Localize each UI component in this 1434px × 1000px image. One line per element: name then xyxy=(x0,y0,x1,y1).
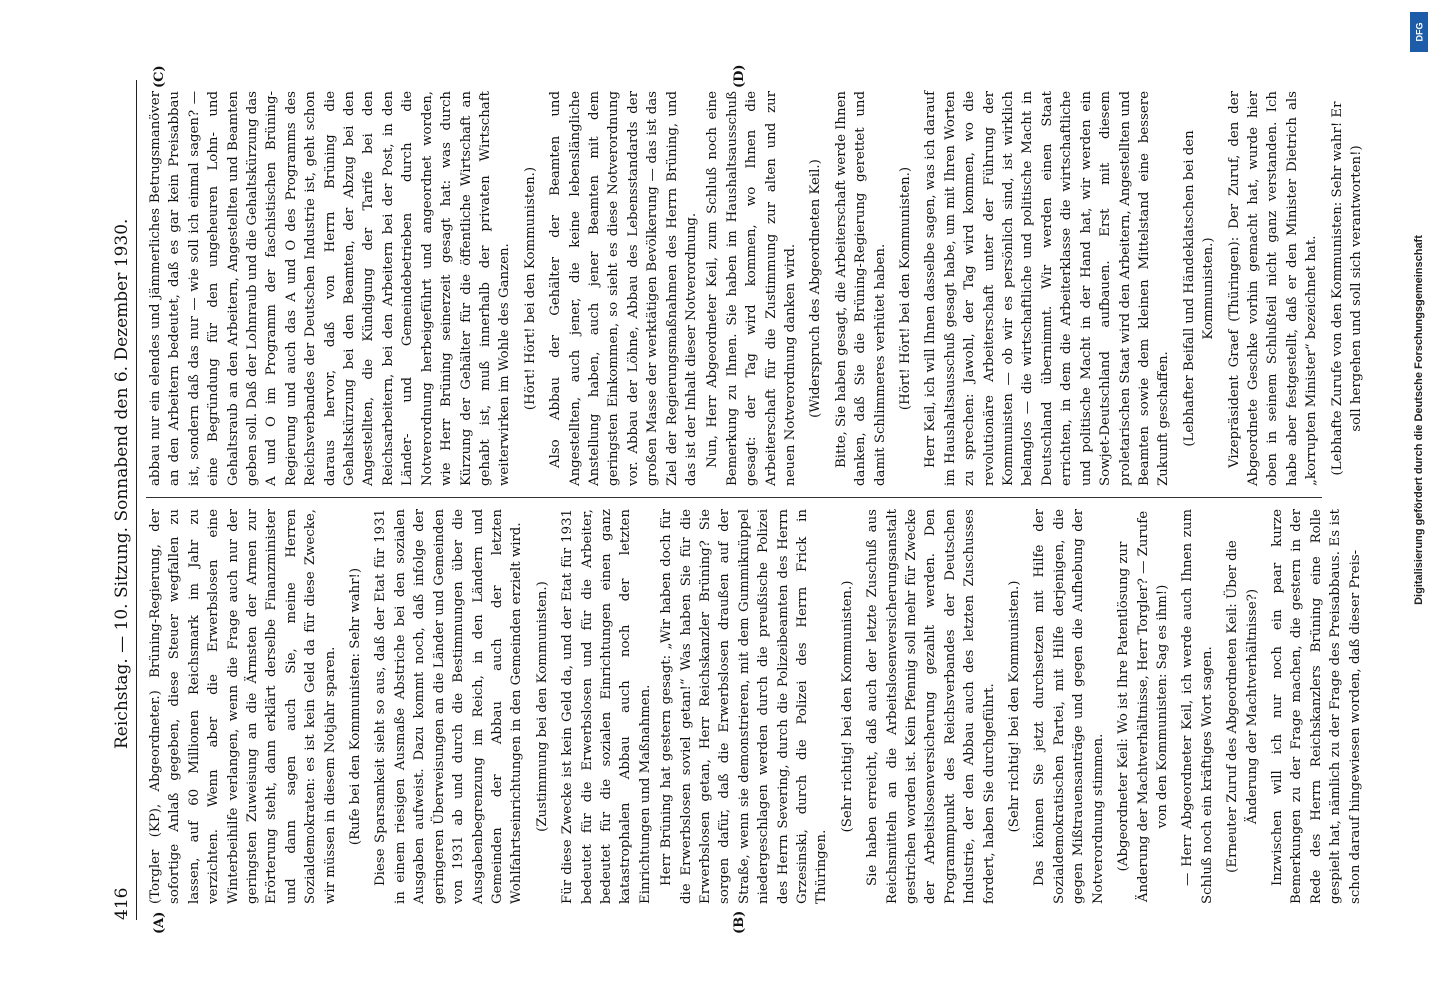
left-paragraph: Sie haben erreicht, daß auch der letzte Zuschuß aus Reichsmitteln an die Arbeitslosenversicherungsanstalt gestrichen worden ist. Kein Pfennig soll mehr für Zwecke der Arbeitslosenversicherung gezahlt werden. Den Programmpunkt des Reichsverbandes der Deutschen Industrie, der den Abbau auch des letzten Zuschusses fordert, haben Sie durchgeführt. xyxy=(865,509,997,904)
margin-marker-c: (C) xyxy=(152,65,167,88)
margin-marker-b: (B) xyxy=(732,910,747,934)
dfg-sidebar xyxy=(1406,0,1432,1000)
right-paragraph: Herr Keil, ich will Ihnen dasselbe sagen, was ich darauf im Haushaltsausschuß gesagt habe, um mit Ihren Worten zu sprechen: Jawohl, der Tag wird kommen, wo die revolutionäre Arbeiterschaft unter der Führung der Kommunisten — ob wir es persönlich sind, ist wirklich belanglos — die wirtschaftliche und politische Macht in Deutschland übernimmt. Wir werden einen Staat errichten, in dem die Arbeiterklasse die wirtschaftliche und politische Macht in der Hand hat, wir werden ein Sowjet-Deutschland aufbauen. Erst mit diesem proletarischen Staat wird den Arbeitern, Angestellten und Beamten sowie dem kleinen Mittelstand eine bessere Zukunft geschaffen. xyxy=(923,91,1172,486)
left-paragraph: (Erneuter Zuruf des Abgeordneten Keil: Über die Änderung der Machtverhältnisse?) xyxy=(1225,540,1260,873)
right-paragraph: (Hört! Hört! bei den Kommunisten.) xyxy=(898,166,914,411)
right-paragraph: abbau nur ein elendes und jämmerliches Betrugsmanöver an den Arbeitern bedeutet, daß es gar kein Preisabbau ist, sondern daß das nur — wie soll ich einmal sagen? — eine Begründung für den ungeheuren Lohn- und Gehaltsraub an den Arbeitern, Angestellten und Beamten geben soll. Daß der Lohnraub und die Gehaltskürzung das A und O im Programm der faschistischen Brüning-Regierung und auch das A und O des Programms des Reichsverbandes der Deutschen Industrie ist, geht schon daraus hervor, daß von Herrn Brüning die Gehaltskürzung bei den Beamten, der Abzug bei den Angestellten, die Kündigung der Tarife bei den Reichsarbeitern, bei den Arbeitern bei der Post, in den Länder- und Gemeindebetrieben durch die Notverordnung herbeigeführt und angeordnet worden, wie Herr Brüning seinerzeit gesagt hat: was durch Kürzung der Gehälter für die öffentliche Wirtschaft an gehabt ist, muß innerhalb der privaten Wirtschaft weiterwirken im Wohle des Ganzen. xyxy=(148,91,513,486)
left-paragraph: Für diese Zwecke ist kein Geld da, und der Etat für 1931 bedeutet für die Erwerbslosen und für die Arbeiter, bedeutet für die sozialen Einrichtungen einen ganz katastrophalen Abbau auch noch der letzten Einrichtungen und Maßnahmen. xyxy=(560,509,653,904)
session-title: Reichstag. — 10. Sitzung. Sonnabend den 6. Dezember 1930. xyxy=(112,218,132,749)
left-paragraph: — Herr Abgeordneter Keil, ich werde auch Ihnen zum Schluß noch ein kräftiges Wort sagen. xyxy=(1180,509,1215,904)
margin-marker-d: (D) xyxy=(732,64,747,88)
left-paragraph: (Sehr richtig! bei den Kommunisten.) xyxy=(839,580,855,833)
left-paragraph: (Rufe bei den Kommunisten: Sehr wahr!) xyxy=(348,567,364,846)
left-paragraph: (Sehr richtig! bei den Kommunisten.) xyxy=(1007,580,1023,833)
page-header xyxy=(106,80,132,920)
left-paragraph: Diese Sparsamkeit sieht so aus, daß der Etat für 1931 in einem riesigen Ausmaße Abstriche bei den sozialen Ausgaben aufweist. Dazu kommt noch, daß infolge der geringeren Überweisungen an die Länder und Gemeinden von 1931 ab und durch die Bestimmungen über die Ausgabenbegrenzung im Reich, in den Ländern und Gemeinden der Abbau auch der letzten Wohlfahrtseinrichtungen in den Gemeinden erzielt wird. xyxy=(373,509,525,904)
right-paragraph: Vizepräsident Graef (Thüringen): Der Zuruf, den der Abgeordnete Geschke vorhin gemacht hat, wurde hier oben in seinem Schlußteil nicht ganz verstanden. Ich habe aber festgestellt, daß er den Minister Dietrich als „korrupten Minister“ bezeichnet hat. xyxy=(1226,91,1320,486)
right-paragraph: Nun, Herr Abgeordneter Keil, zum Schluß noch eine Bemerkung zu Ihnen. Sie haben im Haushaltsausschuß gesagt: der Tag wird kommen, wo Ihnen die Arbeiterschaft für die Zustimmung zur alten und zur neuen Notverordnung danken wird. xyxy=(705,91,798,486)
left-paragraph: Herr Brüning hat gestern gesagt: „Wir haben doch für die Erwerbslosen soviel getan!“ Was haben Sie für die Erwerbslosen getan, Herr Reichskanzler Brüning? Sie sorgen dafür, daß die Erwerbslosen draußen auf der Straße, wenn sie demonstrieren, mit dem Gummiknüppel niedergeschlagen werden durch die preußische Polizei des Herrn Severing, durch die Polizeibeamten des Herrn Grzesinski, durch die Polizei des Herrn Frick in Thüringen. xyxy=(659,509,830,904)
left-paragraph: (Abgeordneter Keil: Wo ist Ihre Patentlösung zur Änderung der Machtverhältnisse, Herr Torgler? — Zurufe von den Kommunisten: Sag es ihm!) xyxy=(1116,510,1170,903)
right-paragraph: Bitte, Sie haben gesagt, die Arbeiterschaft werde Ihnen danken, daß Sie die Brüning-Regierung gerettet und damit Schlimmeres verhütet haben. xyxy=(833,91,888,486)
left-paragraph: (Zustimmung bei den Kommunisten.) xyxy=(534,581,550,832)
dfg-logo: DFG xyxy=(1410,12,1428,52)
header-rule xyxy=(136,80,137,920)
margin-marker-a: (A) xyxy=(152,911,167,934)
right-paragraph: Also Abbau der Gehälter der Beamten und Angestellten, auch jener, die keine lebenslängliche Anstellung haben, auch jener Beamten mit dem geringsten Einkommen, so sieht es diese Notverordnung vor. Abbau der Löhne, Abbau des Lebensstandards der großen Masse der werktätigen Bevölkerung — das ist das Ziel der Regierungsmaßnahmen des Herrn Brüning, und das ist der Inhalt dieser Notverordnung. xyxy=(548,91,699,486)
left-paragraph: Inzwischen will ich nur noch ein paar kurze Bemerkungen zu der Frage machen, die gestern in der Rede des Herrn Reichskanzlers Brüning eine Rolle gespielt hat, nämlich zu der Frage des Preisabbaus. Es ist schon darauf hingewiesen worden, daß dieser Preis- xyxy=(1269,509,1363,904)
right-paragraph: (Widerspruch des Abgeordneten Keil.) xyxy=(808,159,824,418)
column-divider xyxy=(146,497,1322,498)
right-paragraph: (Lebhafter Beifall und Händeklatschen bei den Kommunisten.) xyxy=(1181,130,1217,447)
right-column xyxy=(146,91,1364,486)
document-page xyxy=(92,60,1364,940)
left-paragraph: Das können Sie jetzt durchsetzen mit Hilfe der Sozialdemokratischen Partei, mit Hilfe derjenigen, die gegen Mißtrauensanträge und gegen die Aufhebung der Notverordnung stimmen. xyxy=(1032,509,1106,904)
left-column xyxy=(146,509,1363,904)
dfg-caption: Digitalisierung gefördert durch die Deutsche Forschungsgemeinschaft xyxy=(1413,235,1425,605)
right-paragraph: (Lebhafte Zurufe von den Kommunisten: Sehr wahr! Er soll hergehen und soll sich verantworten!) xyxy=(1329,101,1364,476)
left-paragraph: (Torgler (KP), Abgeordneter.) Brüning-Regierung, der sofortige Anlaß gegeben, diese Steuer wegfallen zu lassen, auf 60 Millionen Reichsmark im Jahr zu verzichten. Wenn aber die Erwerbslosen eine Winterbeihilfe verlangen, wenn die Frage auch nur der geringsten Zuweisung an die Ärmsten der Armen zur Erörterung steht, dann erklärt derselbe Finanzminister und dann sagen auch Sie, meine Herren Sozialdemokraten: es ist kein Geld da für diese Zwecke, wir müssen in diesem Notjahr sparen. xyxy=(148,509,338,904)
right-paragraph: (Hört! Hört! bei den Kommunisten.) xyxy=(522,166,538,411)
page-number: 416 xyxy=(112,887,132,920)
